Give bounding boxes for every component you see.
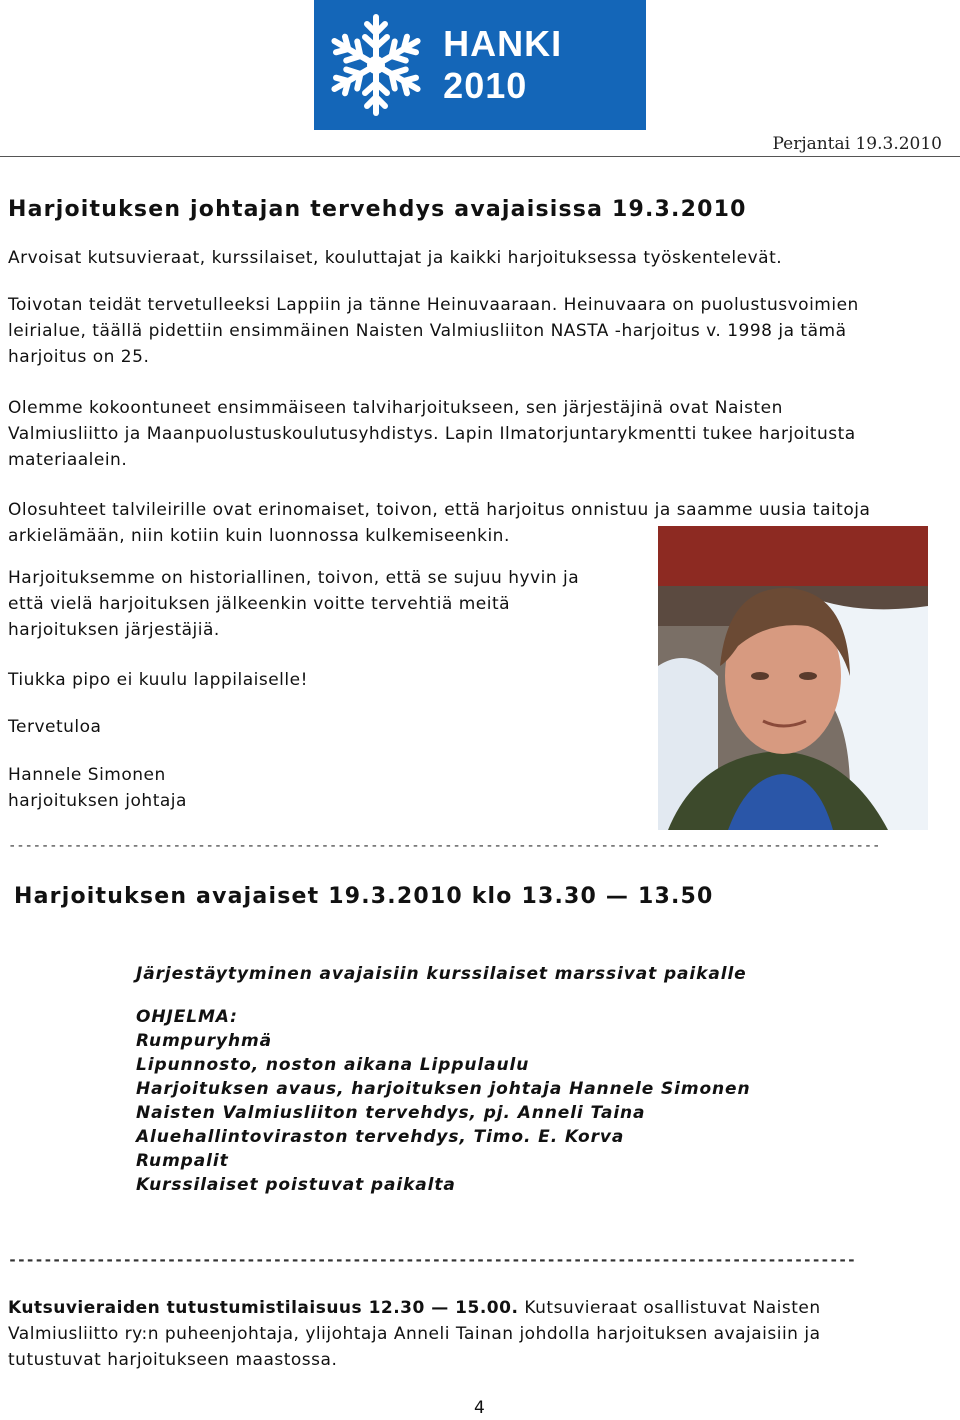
page-number: 4: [474, 1398, 485, 1418]
text-line: Olosuhteet talvileirille ovat erinomaiset, toivon, että harjoitus onnistuu ja saamme uusia taitoja: [8, 500, 871, 520]
snowflake-icon: [314, 0, 437, 130]
welcome-paragraph-3: [8, 395, 856, 473]
text-line: materiaalein.: [8, 450, 128, 470]
program-item: Harjoituksen avaus, harjoituksen johtaja Hannele Simonen: [136, 1079, 751, 1099]
program-item: Rumpuryhmä: [136, 1031, 273, 1051]
program-item: Lipunnosto, noston aikana Lippulaulu: [136, 1055, 530, 1075]
welcome-paragraph-1: Arvoisat kutsuvieraat, kurssilaiset, kouluttajat ja kaikki harjoituksessa työskentelevät.: [8, 248, 783, 268]
hanki-logo: [314, 0, 646, 130]
welcome-paragraph-2: [8, 292, 859, 370]
welcome-title: Harjoituksen johtajan tervehdys avajaisissa 19.3.2010: [8, 197, 747, 222]
greeting: Tervetuloa: [8, 717, 102, 737]
program-item: Naisten Valmiusliiton tervehdys, pj. Anneli Taina: [136, 1103, 646, 1123]
text-line: Olemme kokoontuneet ensimmäiseen talviharjoitukseen, sen järjestäjinä ovat Naisten: [8, 398, 783, 418]
portrait-photo: [658, 526, 928, 830]
program-item: Aluehallintoviraston tervehdys, Timo. E. Korva: [136, 1127, 625, 1147]
header-divider: [0, 156, 960, 157]
visit-title: Kutsuvieraiden tutustumistilaisuus 12.30 — 15.00.: [8, 1298, 519, 1318]
section-separator: ----------------------------------------------------------------------------------------------------------: [8, 838, 881, 854]
program-item: OHJELMA:: [136, 1007, 238, 1027]
text-line: Valmiusliitto ja Maanpuolustuskoulutusyhdistys. Lapin Ilmatorjuntarykmentti tukee harjoitusta: [8, 424, 856, 444]
welcome-paragraph-5: [8, 565, 579, 643]
text-line: harjoituksen järjestäjiä.: [8, 620, 220, 640]
text-line: arkielämään, niin kotiin kuin luonnossa kulkemiseenkin.: [8, 526, 510, 546]
program-item: Rumpalit: [136, 1151, 229, 1171]
text-line: Harjoituksemme on historiallinen, toivon, että se sujuu hyvin ja: [8, 568, 580, 588]
section-separator-bold: ------------------------------------------------------------------------------------------------: [8, 1251, 856, 1269]
text-line: harjoitus on 25.: [8, 347, 150, 367]
visit-text: Kutsuvieraat osallistuvat Naisten: [518, 1298, 821, 1318]
signature: [8, 762, 187, 814]
opening-intro: Järjestäytyminen avajaisiin kurssilaiset marssivat paikalle: [136, 964, 747, 984]
signature-role: harjoituksen johtaja: [8, 791, 187, 811]
opening-title: Harjoituksen avajaiset 19.3.2010 klo 13.30 — 13.50: [14, 884, 714, 909]
logo-text: HANKI 2010: [443, 23, 563, 106]
header-date: Perjantai 19.3.2010: [772, 134, 942, 154]
welcome-paragraph-6: Tiukka pipo ei kuulu lappilaiselle!: [8, 670, 308, 690]
text-line: että vielä harjoituksen jälkeenkin voitte tervehtiä meitä: [8, 594, 511, 614]
text-line: [8, 1295, 821, 1321]
text-line: Toivotan teidät tervetulleeksi Lappiin ja tänne Heinuvaaraan. Heinuvaara on puolustusvoimien: [8, 295, 859, 315]
text-line: Valmiusliitto ry:n puheenjohtaja, ylijohtaja Anneli Tainan johdolla harjoituksen avajaisiin ja: [8, 1324, 821, 1344]
signature-name: Hannele Simonen: [8, 765, 166, 785]
program-list: [136, 1005, 750, 1197]
text-line: tutustuvat harjoitukseen maastossa.: [8, 1350, 338, 1370]
program-item: Kurssilaiset poistuvat paikalta: [136, 1175, 456, 1195]
visit-paragraph: [8, 1295, 821, 1373]
text-line: leirialue, täällä pidettiin ensimmäinen Naisten Valmiusliiton NASTA -harjoitus v. 1998 ja tämä: [8, 321, 847, 341]
